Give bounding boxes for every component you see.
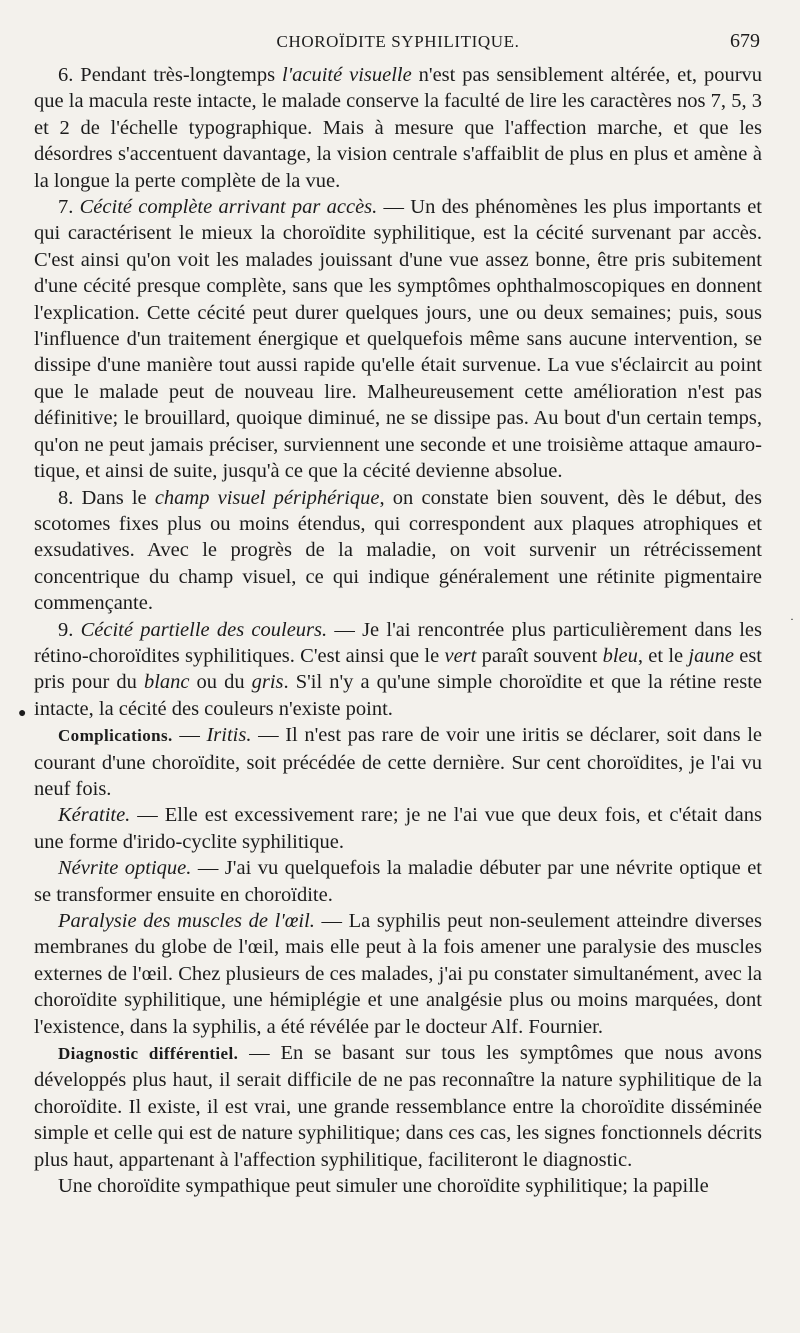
text-run: ou du xyxy=(189,671,252,694)
paragraph xyxy=(34,722,762,802)
section-label: Diagnostic différentiel. xyxy=(58,1044,239,1064)
paragraph xyxy=(34,485,762,617)
paragraph xyxy=(34,62,762,194)
text-run: — Elle est excessivement rare; je ne l'ai vue que deux fois, et c'était dans une forme d'irido-cyclite syphilitique. xyxy=(34,804,762,853)
paragraph xyxy=(34,1173,762,1199)
italic-phrase: bleu xyxy=(602,644,638,667)
italic-phrase: vert xyxy=(444,644,477,667)
text-run: , et le xyxy=(637,644,689,667)
paragraph xyxy=(34,194,762,484)
italic-phrase: Cécité partielle des couleurs. xyxy=(80,618,328,641)
paragraph xyxy=(34,617,762,723)
paragraph xyxy=(34,1040,762,1173)
text-run: Une choroïdite sympathique peut simuler une choroïdite syphilitique; la papille xyxy=(58,1175,709,1198)
text-run: 7. xyxy=(58,196,80,219)
section-label: Complications. xyxy=(58,726,173,746)
text-run: 8. Dans le xyxy=(58,486,155,509)
italic-phrase: Iritis. xyxy=(206,724,252,747)
italic-phrase: Kératite. xyxy=(58,804,131,827)
italic-phrase: gris xyxy=(251,671,284,694)
text-run: — En se basant sur tous les symptômes que nous avons développés plus haut, il serait difficile de ne pas reconnaître la nature syphilitique de la choroïdite. Il existe, il est vrai, une grande ressemblance entre la choroïdite disséminée simple et celle qui est de nature syphilitique; dans ces cas, les signes fonctionnels décrits plus haut, appartenant à l'affection syphilitique, faciliteront le diagnostic. xyxy=(34,1042,762,1171)
text-run: . S'il n'y a qu'une simple choroïdite et que la rétine reste intacte, la cécité des couleurs n'existe point. xyxy=(34,671,762,720)
text-run: — Il n'est pas rare de voir une iritis se déclarer, soit dans le courant d'une choroïdite, soit précédée de cette dernière. Sur cent choroïdites, je l'ai vu neuf fois. xyxy=(34,724,762,800)
italic-phrase: champ visuel périphérique xyxy=(154,486,380,509)
text-run: paraît souvent xyxy=(476,644,603,667)
text-run: — Je l'ai rencontrée plus particulièrement dans les rétino-choroïdites syphilitiques. C'est ainsi que le xyxy=(34,618,762,667)
italic-phrase: Névrite optique. xyxy=(58,857,192,880)
italic-phrase: jaune xyxy=(688,644,734,667)
paragraph xyxy=(34,802,762,855)
running-title: CHOROÏDITE SYPHILITIQUE. xyxy=(276,32,520,51)
text-run: — La syphilis peut non-seulement atteindre diverses membranes du globe de l'œil, mais elle peut à la fois amener une paralysie des muscles externes de l'œil. Chez plusieurs de ces malades, j'ai pu constater simultanément, avec la choroïdite syphilitique, une hémiplégie et une analgésie plus ou moins marquées, dont l'existence, dans la syphilis, a été révélée par le docteur Alf. Fournier. xyxy=(34,910,762,1038)
page-number: 679 xyxy=(730,30,760,52)
page-header xyxy=(34,28,762,54)
italic-phrase: Cécité complète arrivant par accès. xyxy=(79,196,378,219)
paragraph xyxy=(34,908,762,1040)
text-run: — J'ai vu quelquefois la maladie débuter par une névrite optique et se transformer ensuite en choroïdite. xyxy=(34,857,762,906)
text-run: 6. Pendant très-longtemps xyxy=(58,64,283,86)
text-run: n'est pas sensiblement altérée, et, pourvu que la macula reste intacte, le malade conserve la faculté de lire les caractères nos 7, 5, 3 et 2 de l'échelle typographique. Mais à mesure que l'affection marche, et que les désordres s'accentuent davantage, la vision centrale s'affaiblit de plus en plus et amène à la longue la perte complète de la vue. xyxy=(34,64,763,192)
text-run: 9. xyxy=(58,618,81,641)
italic-phrase: l'acuité visuelle xyxy=(282,64,412,86)
italic-phrase: Paralysie des muscles de l'œil. xyxy=(58,910,315,932)
italic-phrase: blanc xyxy=(143,671,190,694)
text-run: — xyxy=(172,724,207,747)
paragraph xyxy=(34,855,762,908)
body-text xyxy=(34,62,762,1199)
margin-dot-icon: ● xyxy=(18,706,27,721)
text-run: , on constate bien souvent, dès le début, des scotomes fixes plus ou moins étendus, qui correspondent aux plaques atrophiques et exsudatives. Avec le progrès de la maladie, on voit survenir un rétrécissement concentrique du champ visuel, ce qui indique généralement une rétinite pigmentaire commençante. xyxy=(34,486,762,615)
text-run: est pris pour du xyxy=(34,644,762,694)
text-run: — Un des phénomènes les plus importants et qui caractérisent le mieux la choroïdite syphilitique, est la cécité survenant par accès. C'est ainsi qu'on voit les malades jouissant d'une vue assez bonne, être pris subitement d'une cécité presque complète, sans que les symptômes ophthalmoscopiques en donnent l'explication. Cette cécité peut durer quelques jours, une ou deux semaines; puis, sous l'influence d'un traitement énergique et quelquefois même sans aucune intervention, se dissipe d'une manière tout aussi rapide qu'elle était survenue. La vue s'éclaircit au point que le malade peut de nouveau lire. Malheureusement cette amélioration n'est pas définitive; le brouillard, quoique diminué, ne se dissipe pas. Au bout d'un certain temps, qu'on ne peut jamais préciser, surviennent une seconde et une troisième attaque amaurotique, et ainsi de suite, jusqu'à ce que la cécité devienne absolue. xyxy=(34,196,763,483)
margin-dash-icon: · xyxy=(790,612,794,626)
